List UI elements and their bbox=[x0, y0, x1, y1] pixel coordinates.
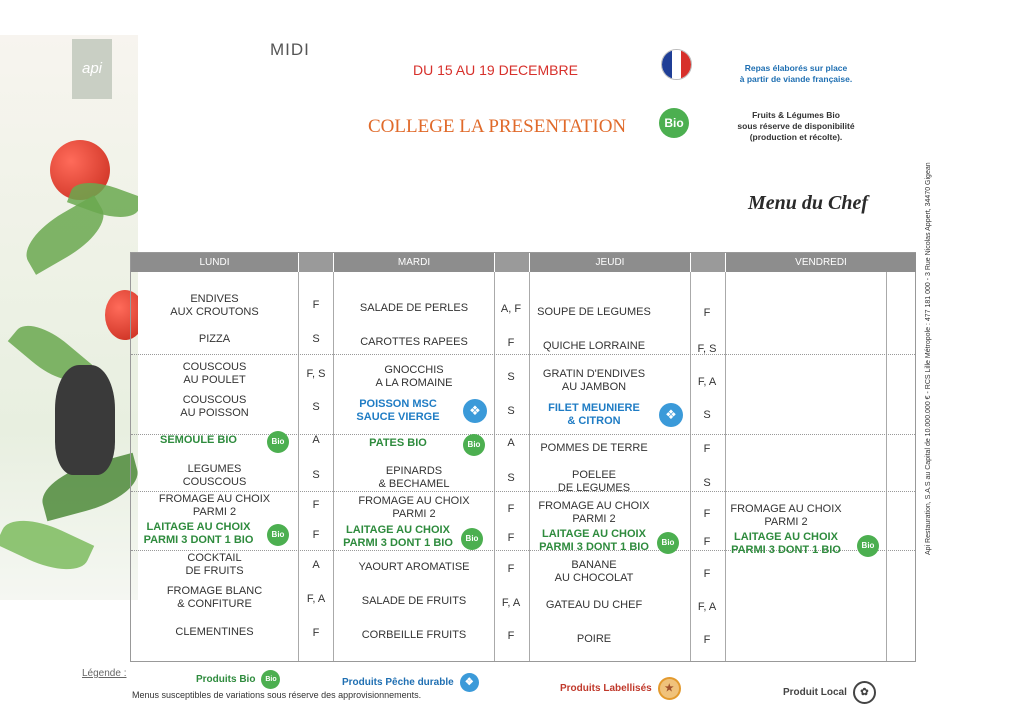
date-range: DU 15 AU 19 DECEMBRE bbox=[413, 62, 578, 78]
allergen-code: S bbox=[312, 333, 320, 345]
menu-item: ENDIVES AUX CROUTONS bbox=[170, 293, 259, 318]
allergen-code: F, A bbox=[306, 593, 326, 605]
allergen-code: F bbox=[507, 503, 515, 515]
allergen-code: F bbox=[703, 443, 711, 455]
person-figure bbox=[55, 365, 115, 475]
menu-item: FROMAGE AU CHOIX PARMI 2 bbox=[730, 503, 842, 528]
allergen-code: F, A bbox=[501, 597, 521, 609]
menu-item: POMMES DE TERRE bbox=[540, 442, 648, 454]
allergen-code: A, F bbox=[500, 303, 522, 315]
menu-item: CORBEILLE FRUITS bbox=[361, 629, 467, 641]
menu-item: FROMAGE AU CHOIX PARMI 2 bbox=[158, 493, 271, 518]
menu-item: SALADE DE PERLES bbox=[359, 302, 469, 314]
allergen-code: F bbox=[312, 529, 320, 541]
allergen-code: S bbox=[703, 477, 711, 489]
day-header-vendredi: VENDREDI bbox=[726, 253, 916, 272]
menu-item: POIRE bbox=[576, 633, 612, 645]
menu-item: QUICHE LORRAINE bbox=[542, 340, 646, 352]
allergen-code: S bbox=[312, 401, 320, 413]
menu-item-msc: FILET MEUNIERE & CITRON bbox=[548, 402, 640, 427]
menu-item-bio: LAITAGE AU CHOIX PARMI 3 DONT 1 BIO bbox=[143, 521, 254, 546]
medal-icon: ★ bbox=[658, 677, 681, 700]
allergen-code: S bbox=[507, 405, 515, 417]
menu-item: YAOURT AROMATISE bbox=[358, 561, 470, 573]
company-info-text: Api Restauration, S.A.S au Capital de 10.000.000 € - RCS Lille Métropole : 477 181 000 - 3 Rue Nicolas Appert, 34470 Gigean bbox=[925, 162, 932, 555]
allergen-code: F bbox=[507, 337, 515, 349]
allergen-code: F bbox=[703, 508, 711, 520]
legend-title: Légende : bbox=[82, 668, 127, 679]
menu-item: COCKTAIL DE FRUITS bbox=[185, 552, 244, 577]
code-header bbox=[495, 253, 529, 272]
school-name: COLLEGE LA PRESENTATION bbox=[368, 116, 627, 137]
allergen-code: F, S bbox=[697, 343, 717, 355]
allergen-code: F bbox=[703, 307, 711, 319]
allergen-code: S bbox=[312, 469, 320, 481]
allergen-code: F bbox=[312, 627, 320, 639]
menu-item: SALADE DE FRUITS bbox=[361, 595, 467, 607]
legend-local-label: Produit Local bbox=[783, 687, 847, 698]
legend-local bbox=[783, 681, 876, 704]
legend-bio bbox=[196, 670, 280, 689]
bio-note bbox=[716, 110, 876, 143]
bio-icon: Bio bbox=[463, 434, 485, 456]
code-header bbox=[299, 253, 333, 272]
allergen-code: F, A bbox=[697, 601, 717, 613]
french-flag-icon bbox=[661, 49, 692, 80]
menu-du-chef-title: Menu du Chef bbox=[748, 192, 869, 214]
menu-item: LEGUMES COUSCOUS bbox=[182, 463, 247, 488]
allergen-code: F, S bbox=[306, 368, 326, 380]
allergen-code: F bbox=[312, 499, 320, 511]
menu-item: CAROTTES RAPEES bbox=[360, 336, 468, 348]
bio-icon: Bio bbox=[657, 532, 679, 554]
menu-item: GRATIN D'ENDIVES AU JAMBON bbox=[542, 368, 646, 393]
bio-icon: Bio bbox=[857, 535, 879, 557]
bio-icon: Bio bbox=[461, 528, 483, 550]
menu-item: COUSCOUS AU POISSON bbox=[180, 394, 249, 419]
viande-note-line1: Repas élaborés sur place bbox=[744, 63, 848, 73]
day-header-lundi: LUNDI bbox=[131, 253, 298, 272]
allergen-code: F bbox=[703, 634, 711, 646]
viande-note bbox=[716, 63, 876, 85]
fish-icon: ❖ bbox=[460, 673, 479, 692]
menu-item: SOUPE DE LEGUMES bbox=[537, 306, 651, 318]
legend-peche-label: Produits Pêche durable bbox=[342, 677, 454, 688]
bio-icon: Bio bbox=[659, 108, 689, 138]
allergen-code: F, A bbox=[697, 376, 717, 388]
menu-item-bio: SEMOULE BIO bbox=[159, 434, 237, 446]
menu-table bbox=[130, 252, 916, 662]
menu-item-bio: LAITAGE AU CHOIX PARMI 3 DONT 1 BIO bbox=[343, 524, 453, 549]
group-separator bbox=[131, 491, 915, 492]
menu-item-bio: LAITAGE AU CHOIX PARMI 3 DONT 1 BIO bbox=[539, 528, 649, 553]
legend-bio-label: Produits Bio bbox=[196, 674, 256, 685]
viande-note-line2: à partir de viande française. bbox=[739, 74, 853, 84]
menu-item: CLEMENTINES bbox=[175, 626, 254, 638]
legend-labellises-label: Produits Labellisés bbox=[560, 683, 652, 694]
group-separator bbox=[131, 354, 915, 355]
bio-icon: Bio bbox=[261, 670, 280, 689]
allergen-code: F bbox=[507, 532, 515, 544]
menu-item: FROMAGE AU CHOIX PARMI 2 bbox=[538, 500, 650, 525]
menu-item-msc: POISSON MSC SAUCE VIERGE bbox=[356, 398, 440, 423]
bio-icon: Bio bbox=[267, 524, 289, 546]
fish-icon: ❖ bbox=[659, 403, 683, 427]
day-header-mardi: MARDI bbox=[334, 253, 494, 272]
allergen-code: F bbox=[507, 563, 515, 575]
api-logo: api bbox=[72, 39, 112, 99]
bio-icon: Bio bbox=[267, 431, 289, 453]
menu-item: BANANE AU CHOCOLAT bbox=[554, 559, 634, 584]
company-info bbox=[925, 155, 945, 555]
allergen-code: S bbox=[507, 472, 515, 484]
allergen-code: S bbox=[703, 409, 711, 421]
col-vendredi-code bbox=[886, 272, 887, 661]
allergen-code: A bbox=[312, 559, 320, 571]
menu-item: COUSCOUS AU POULET bbox=[182, 361, 247, 386]
decorative-food-image bbox=[0, 35, 138, 600]
footnote: Menus susceptibles de variations sous réserve des approvisionnements. bbox=[132, 690, 422, 700]
menu-item-bio: LAITAGE AU CHOIX PARMI 3 DONT 1 BIO bbox=[731, 531, 841, 556]
allergen-code: F bbox=[507, 630, 515, 642]
legend-labellises bbox=[560, 677, 681, 700]
allergen-code: F bbox=[703, 568, 711, 580]
day-header-jeudi: JEUDI bbox=[530, 253, 690, 272]
menu-item: PIZZA bbox=[198, 333, 231, 345]
allergen-code: F bbox=[312, 299, 320, 311]
menu-item: FROMAGE BLANC & CONFITURE bbox=[166, 585, 263, 610]
menu-item: EPINARDS & BECHAMEL bbox=[378, 465, 450, 490]
allergen-code: A bbox=[507, 437, 515, 449]
menu-item: POELEE DE LEGUMES bbox=[557, 469, 631, 494]
menu-item: GNOCCHIS A LA ROMAINE bbox=[375, 364, 453, 389]
fish-icon: ❖ bbox=[463, 399, 487, 423]
local-product-icon: ✿ bbox=[853, 681, 876, 704]
menu-item: FROMAGE AU CHOIX PARMI 2 bbox=[358, 495, 470, 520]
allergen-code: F bbox=[703, 536, 711, 548]
allergen-code: S bbox=[507, 371, 515, 383]
menu-item-bio: PATES BIO bbox=[369, 437, 427, 449]
bio-note-line1: Fruits & Légumes Bio bbox=[752, 110, 840, 120]
meal-period: MIDI bbox=[270, 40, 310, 59]
menu-item: GATEAU DU CHEF bbox=[545, 599, 643, 611]
bio-note-line2: sous réserve de disponibilité bbox=[737, 121, 855, 131]
bio-note-line3: (production et récolte). bbox=[749, 132, 843, 142]
allergen-code: A bbox=[312, 434, 320, 446]
code-header bbox=[691, 253, 725, 272]
